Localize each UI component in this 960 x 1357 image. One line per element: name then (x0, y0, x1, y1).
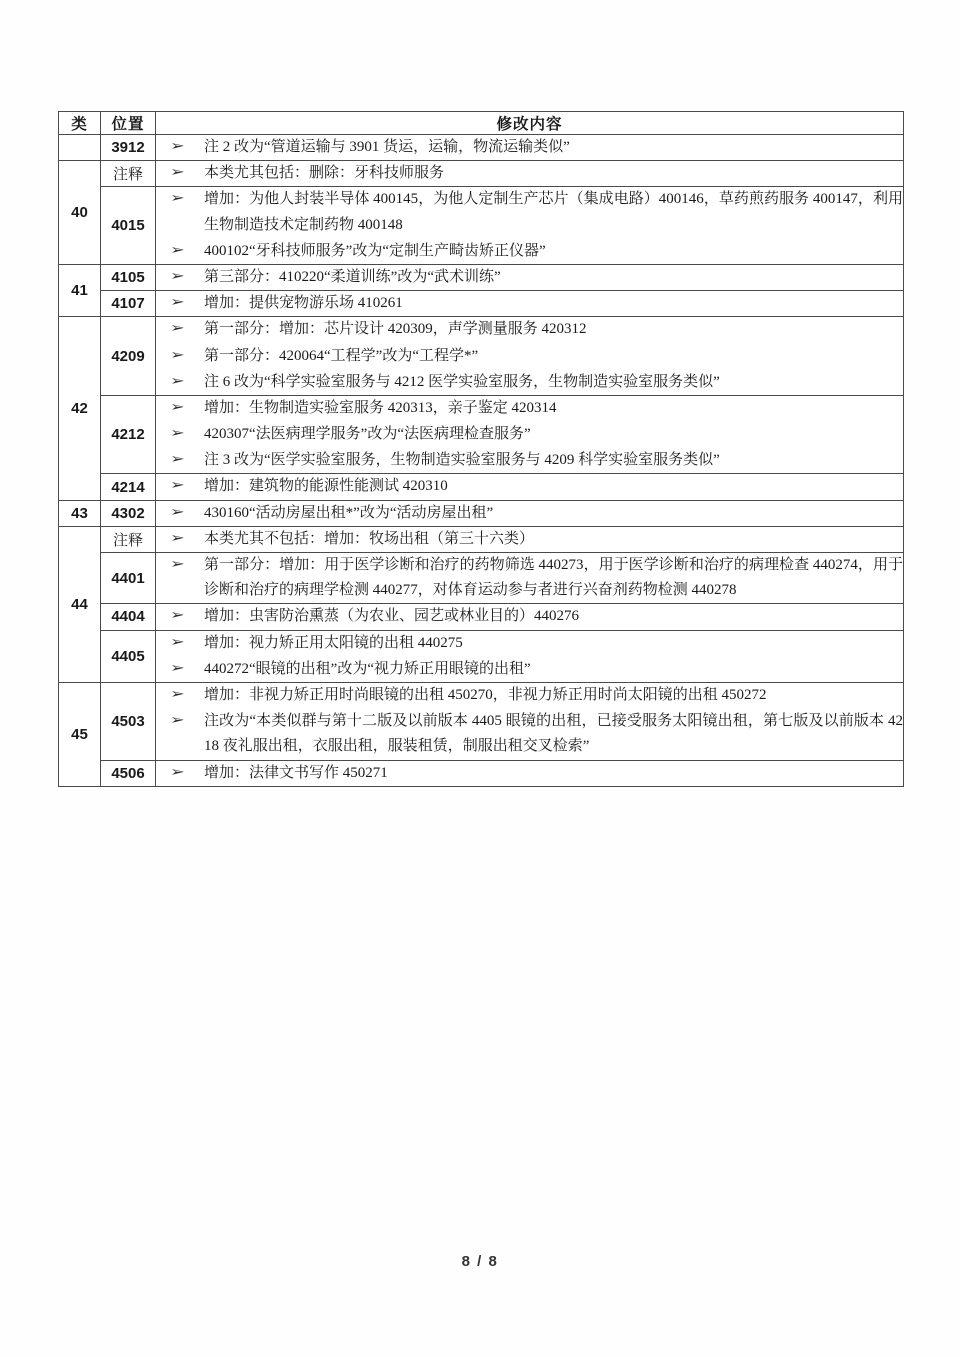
table-header-row (59, 112, 904, 135)
amendment-item (156, 317, 903, 342)
arrow-bullet-icon: ➢ (170, 165, 185, 181)
amendment-text: 第一部分：420064“工程学”改为“工程学*” (204, 347, 479, 364)
amendment-text: 增加：法律文书写作 450271 (204, 764, 388, 781)
amendment-list (156, 291, 903, 316)
cell-position: 4404 (101, 604, 156, 630)
amendment-item (156, 161, 903, 186)
amendments-table (58, 111, 904, 787)
amendment-item (156, 135, 903, 160)
cell-class: 40 (59, 161, 101, 265)
amendment-list (156, 265, 903, 290)
column-header-position: 位置 (101, 112, 156, 135)
amendment-item (156, 422, 903, 447)
table-row (59, 760, 904, 786)
table-row (59, 317, 904, 396)
amendment-item (156, 709, 903, 759)
amendment-item (156, 448, 903, 473)
cell-class: 43 (59, 500, 101, 526)
amendment-list (156, 317, 903, 395)
amendment-list (156, 761, 903, 786)
cell-content (156, 500, 904, 526)
amendment-text: 第三部分：410220“柔道训练”改为“武术训练” (204, 268, 501, 285)
amendment-item (156, 187, 903, 237)
cell-class: 44 (59, 526, 101, 682)
amendment-text: 增加：建筑物的能源性能测试 420310 (204, 478, 448, 495)
table-row (59, 264, 904, 290)
cell-content (156, 291, 904, 317)
cell-position: 4405 (101, 630, 156, 682)
cell-position: 4015 (101, 187, 156, 265)
cell-position: 4105 (101, 264, 156, 290)
amendment-list (156, 474, 903, 499)
cell-position: 4302 (101, 500, 156, 526)
arrow-bullet-icon: ➢ (170, 321, 185, 337)
table-row (59, 682, 904, 760)
arrow-bullet-icon: ➢ (170, 530, 185, 546)
arrow-bullet-icon: ➢ (170, 608, 185, 624)
cell-content (156, 264, 904, 290)
table-row (59, 553, 904, 604)
amendment-item (156, 239, 903, 264)
cell-position: 注释 (101, 526, 156, 552)
arrow-bullet-icon: ➢ (170, 268, 185, 284)
arrow-bullet-icon: ➢ (170, 295, 185, 311)
table-row (59, 500, 904, 526)
amendment-item (156, 657, 903, 682)
column-header-content: 修改内容 (156, 112, 904, 135)
amendment-text: 增加：非视力矫正用时尚眼镜的出租 450270，非视力矫正用时尚太阳镜的出租 450272 (204, 686, 767, 703)
cell-position: 4506 (101, 760, 156, 786)
amendment-list (156, 683, 903, 760)
amendment-text: 增加：为他人封装半导体 400145，为他人定制生产芯片（集成电路）400146，草药煎药服务 400147，利用生物制造技术定制药物 400148 (204, 191, 903, 233)
amendment-list (156, 161, 903, 186)
amendment-item (156, 501, 903, 526)
amendment-list (156, 604, 903, 629)
amendment-text: 400102“牙科技师服务”改为“定制生产畸齿矫正仪器” (204, 242, 546, 259)
arrow-bullet-icon: ➢ (170, 713, 185, 729)
cell-content (156, 553, 904, 604)
cell-position: 3912 (101, 135, 156, 161)
cell-content (156, 682, 904, 760)
cell-content (156, 317, 904, 396)
amendment-text: 增加：虫害防治熏蒸（为农业、园艺或林业目的）440276 (204, 608, 580, 625)
amendment-text: 本类尤其不包括：增加：牧场出租（第三十六类） (204, 530, 535, 547)
amendment-text: 本类尤其包括：删除：牙科技师服务 (204, 165, 445, 182)
column-header-class: 类 (59, 112, 101, 135)
amendment-item (156, 683, 903, 708)
amendment-text: 注 2 改为“管道运输与 3901 货运，运输，物流运输类似” (204, 139, 570, 155)
amendment-text: 第一部分：增加：用于医学诊断和治疗的药物筛选 440273，用于医学诊断和治疗的病理检查 440274，用于诊断和治疗的病理学检测 440277，对体育运动参与者进行兴奋剂药物检测 440278 (204, 557, 903, 599)
amendment-item (156, 761, 903, 786)
amendment-item (156, 604, 903, 629)
arrow-bullet-icon: ➢ (170, 764, 185, 780)
amendment-item (156, 265, 903, 290)
amendment-text: 注 6 改为“科学实验室服务与 4212 医学实验室服务，生物制造实验室服务类似” (204, 373, 720, 390)
cell-content (156, 474, 904, 500)
cell-content (156, 760, 904, 786)
amendment-item (156, 553, 903, 603)
amendment-text: 增加：生物制造实验室服务 420313，亲子鉴定 420314 (204, 399, 557, 416)
cell-content (156, 604, 904, 630)
cell-content (156, 395, 904, 474)
amendment-list (156, 631, 903, 682)
amendment-list (156, 135, 903, 160)
table-row (59, 161, 904, 187)
amendment-item (156, 474, 903, 499)
amendment-text: 440272“眼镜的出租”改为“视力矫正用眼镜的出租” (204, 660, 531, 677)
arrow-bullet-icon: ➢ (170, 347, 185, 363)
cell-position: 4503 (101, 682, 156, 760)
cell-class: 41 (59, 264, 101, 316)
cell-class: 42 (59, 317, 101, 500)
arrow-bullet-icon: ➢ (170, 634, 185, 650)
amendment-item (156, 370, 903, 395)
table-row (59, 474, 904, 500)
cell-content (156, 526, 904, 552)
cell-content (156, 135, 904, 161)
amendment-item (156, 344, 903, 369)
arrow-bullet-icon: ➢ (170, 686, 185, 702)
cell-class: 45 (59, 682, 101, 786)
cell-position: 4107 (101, 291, 156, 317)
cell-position: 4209 (101, 317, 156, 396)
arrow-bullet-icon: ➢ (170, 242, 185, 258)
cell-content (156, 187, 904, 265)
amendment-text: 420307“法医病理学服务”改为“法医病理检查服务” (204, 426, 531, 443)
arrow-bullet-icon: ➢ (170, 426, 185, 442)
amendment-text: 注 3 改为“医学实验室服务，生物制造实验室服务与 4209 科学实验室服务类似” (204, 452, 720, 469)
amendment-text: 注改为“本类似群与第十二版及以前版本 4405 眼镜的出租，已接受服务太阳镜出租，第七版及以前版本 4218 夜礼服出租，衣服出租，服装租赁，制服出租交叉检索” (204, 713, 903, 755)
amendment-item (156, 291, 903, 316)
arrow-bullet-icon: ➢ (170, 191, 185, 207)
amendment-list (156, 396, 903, 474)
arrow-bullet-icon: ➢ (170, 504, 185, 520)
amendment-list (156, 187, 903, 264)
amendment-list (156, 527, 903, 552)
table-row (59, 604, 904, 630)
table-row (59, 526, 904, 552)
table-row (59, 395, 904, 474)
cell-position: 4212 (101, 395, 156, 474)
amendment-text: 增加：提供宠物游乐场 410261 (204, 295, 403, 312)
arrow-bullet-icon: ➢ (170, 478, 185, 494)
amendment-list (156, 553, 903, 603)
amendment-item (156, 527, 903, 552)
table-row (59, 187, 904, 265)
table-body (59, 135, 904, 787)
amendment-item (156, 631, 903, 656)
cell-content (156, 630, 904, 682)
cell-class (59, 135, 101, 161)
table-row (59, 291, 904, 317)
amendment-item (156, 396, 903, 421)
page-footer: 8 / 8 (461, 1253, 499, 1270)
table-row (59, 135, 904, 161)
arrow-bullet-icon: ➢ (170, 373, 185, 389)
amendment-text: 第一部分：增加：芯片设计 420309，声学测量服务 420312 (204, 321, 587, 338)
amendment-list (156, 501, 903, 526)
arrow-bullet-icon: ➢ (170, 139, 185, 154)
arrow-bullet-icon: ➢ (170, 557, 185, 572)
cell-position: 注释 (101, 161, 156, 187)
cell-content (156, 161, 904, 187)
table-row (59, 630, 904, 682)
cell-position: 4401 (101, 553, 156, 604)
amendment-text: 430160“活动房屋出租*”改为“活动房屋出租” (204, 504, 494, 521)
cell-position: 4214 (101, 474, 156, 500)
arrow-bullet-icon: ➢ (170, 399, 185, 415)
arrow-bullet-icon: ➢ (170, 660, 185, 676)
amendment-text: 增加：视力矫正用太阳镜的出租 440275 (204, 634, 463, 651)
arrow-bullet-icon: ➢ (170, 452, 185, 468)
